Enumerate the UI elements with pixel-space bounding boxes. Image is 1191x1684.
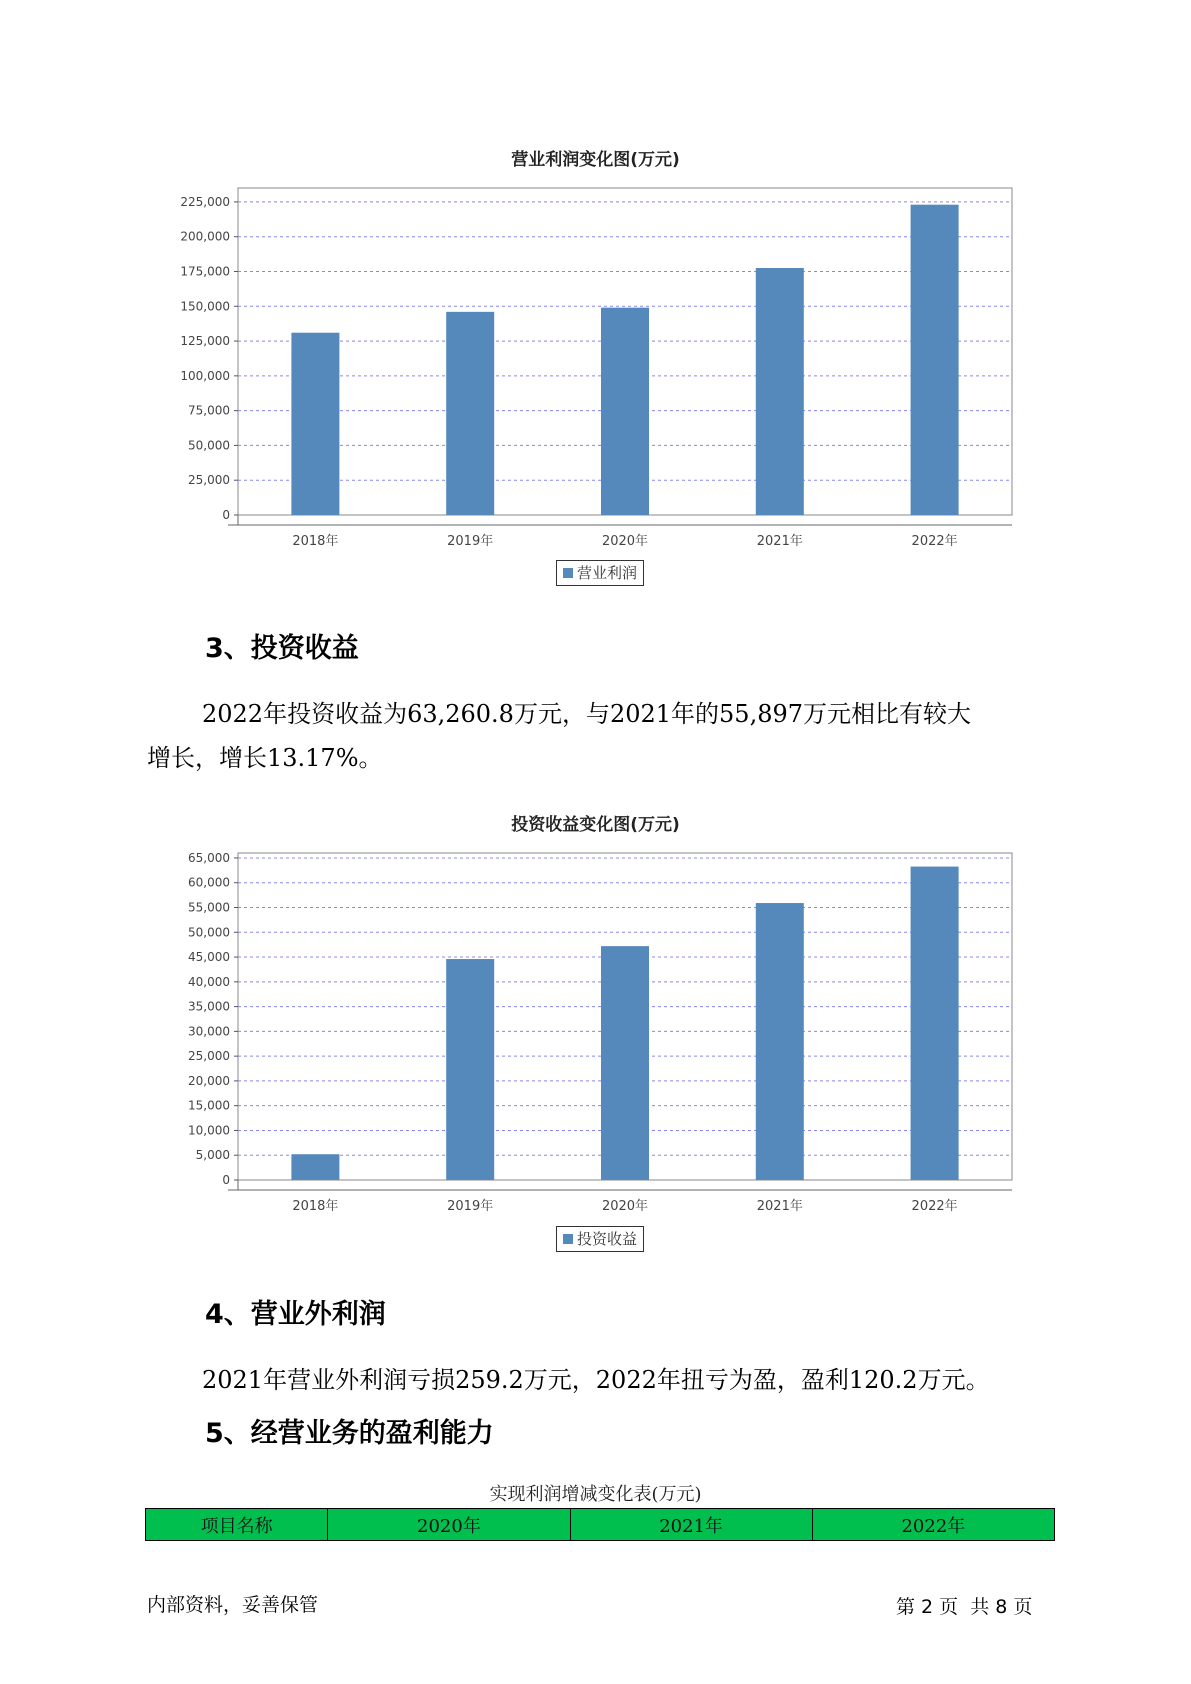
y-tick-label: 25,000 — [188, 1049, 230, 1064]
table-header-cell: 项目名称 — [146, 1509, 328, 1541]
x-tick-label: 2021年 — [756, 1199, 803, 1214]
page-number: 第 2 页 共 8 页 — [896, 1596, 1033, 1618]
y-tick-label: 25,000 — [188, 473, 230, 488]
y-tick-label: 200,000 — [180, 229, 230, 244]
table-header-cell: 2020年 — [328, 1509, 570, 1541]
x-tick-label: 2019年 — [447, 1199, 494, 1214]
x-tick-label: 2018年 — [292, 1199, 339, 1214]
chart2-title: 投资收益变化图(万元) — [511, 815, 680, 835]
section5-heading: 5、经营业务的盈利能力 — [205, 1418, 494, 1449]
y-tick-label: 100,000 — [180, 368, 230, 383]
section4-paragraph: 2021年营业外利润亏损259.2万元，2022年扭亏为盈，盈利120.2万元。 — [202, 1366, 990, 1394]
y-tick-label: 15,000 — [188, 1098, 230, 1113]
bar — [911, 867, 959, 1180]
x-tick-label: 2020年 — [601, 534, 649, 549]
bar — [446, 959, 494, 1180]
legend-swatch — [563, 568, 573, 578]
y-tick-label: 60,000 — [188, 875, 230, 890]
x-tick-label: 2022年 — [911, 534, 958, 549]
chart1-legend — [556, 560, 644, 586]
bar — [291, 1154, 339, 1180]
section3-heading: 3、投资收益 — [205, 633, 359, 664]
y-tick-label: 55,000 — [188, 900, 230, 915]
bar — [756, 903, 804, 1180]
bar — [601, 308, 649, 515]
y-tick-label: 175,000 — [180, 264, 230, 279]
y-tick-label: 5,000 — [195, 1148, 230, 1163]
table-header-row — [146, 1509, 1055, 1541]
section3-paragraph-line1: 2022年投资收益为63,260.8万元，与2021年的55,897万元相比有较大 — [202, 700, 972, 728]
y-tick-label: 150,000 — [180, 299, 230, 314]
chart1-title: 营业利润变化图(万元) — [511, 150, 680, 170]
bar — [911, 205, 959, 515]
y-tick-label: 125,000 — [180, 334, 230, 349]
bar — [756, 268, 804, 515]
y-tick-label: 0 — [222, 1173, 230, 1187]
chart2-legend-label: 投资收益 — [577, 1230, 638, 1248]
chart1-legend-label: 营业利润 — [577, 564, 638, 582]
legend-swatch — [563, 1234, 573, 1244]
y-tick-label: 50,000 — [188, 438, 230, 453]
x-tick-label: 2020年 — [601, 1199, 649, 1214]
table-caption: 实现利润增减变化表(万元) — [489, 1484, 702, 1505]
x-tick-label: 2018年 — [292, 534, 339, 549]
profit-change-table — [145, 1508, 1055, 1541]
y-tick-label: 0 — [222, 508, 230, 522]
y-tick-label: 75,000 — [188, 403, 230, 418]
y-tick-label: 65,000 — [188, 850, 230, 865]
y-tick-label: 35,000 — [188, 999, 230, 1014]
section3-paragraph-line2: 增长，增长13.17%。 — [147, 744, 383, 772]
bar — [446, 312, 494, 515]
y-tick-label: 10,000 — [188, 1123, 230, 1138]
y-tick-label: 50,000 — [188, 925, 230, 940]
investment-income-chart — [150, 843, 1030, 1223]
x-tick-label: 2021年 — [756, 534, 803, 549]
table-header-cell: 2022年 — [812, 1509, 1054, 1541]
chart2-legend — [556, 1226, 644, 1252]
y-tick-label: 45,000 — [188, 950, 230, 965]
y-tick-label: 40,000 — [188, 974, 230, 989]
y-tick-label: 225,000 — [180, 194, 230, 209]
operating-profit-chart — [150, 178, 1030, 558]
x-tick-label: 2019年 — [447, 534, 494, 549]
footer-confidential: 内部资料，妥善保管 — [147, 1594, 319, 1616]
y-tick-label: 20,000 — [188, 1073, 230, 1088]
section4-heading: 4、营业外利润 — [205, 1299, 386, 1330]
x-tick-label: 2022年 — [911, 1199, 958, 1214]
y-tick-label: 30,000 — [188, 1024, 230, 1039]
bar — [601, 946, 649, 1180]
table-header-cell: 2021年 — [570, 1509, 812, 1541]
bar — [291, 333, 339, 515]
